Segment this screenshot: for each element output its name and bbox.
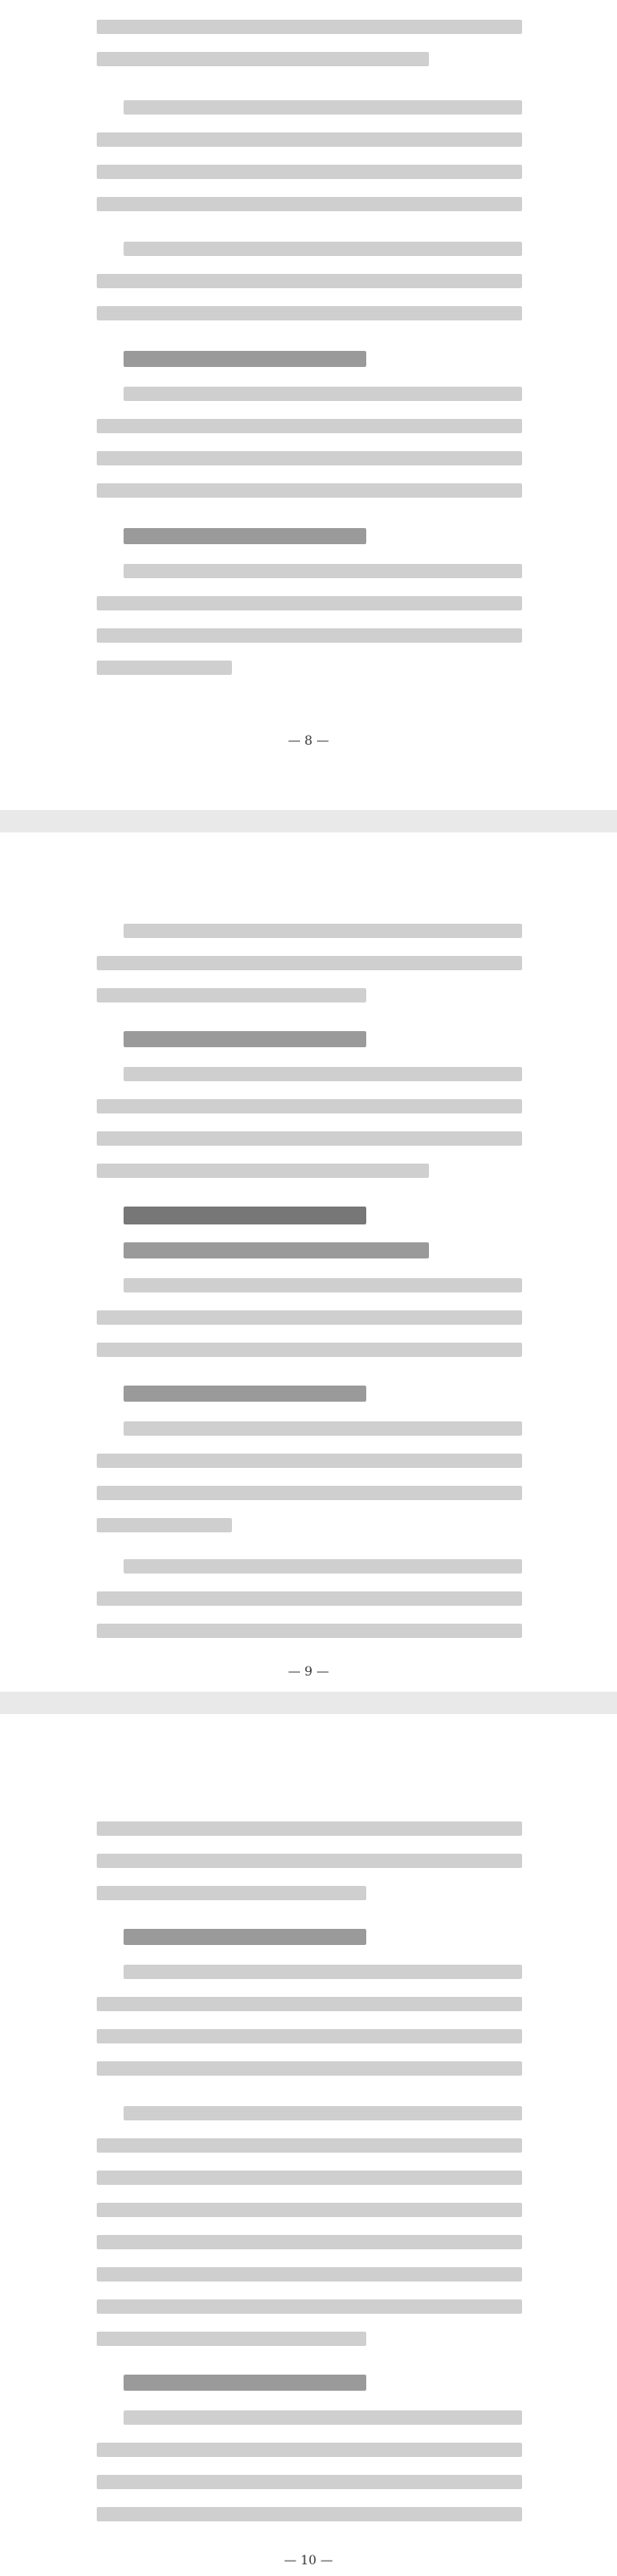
text-line-placeholder: [124, 564, 522, 578]
page-separator: [0, 810, 617, 832]
section-heading-placeholder: [124, 2375, 366, 2391]
text-line-placeholder: [124, 1278, 522, 1292]
text-line-placeholder: [97, 1454, 522, 1468]
text-line-placeholder: [97, 1486, 522, 1500]
section-heading-placeholder: [124, 351, 366, 367]
text-line-placeholder: [97, 1518, 232, 1532]
text-line-placeholder: [97, 2299, 522, 2314]
text-line-placeholder: [97, 2507, 522, 2521]
text-line-placeholder: [97, 197, 522, 211]
page-10: [0, 1714, 617, 2576]
text-line-placeholder: [124, 387, 522, 401]
text-line-placeholder: [97, 451, 522, 465]
text-line-placeholder: [97, 1821, 522, 1836]
text-line-placeholder: [124, 1421, 522, 1436]
text-line-placeholder: [97, 483, 522, 498]
section-heading-placeholder: [124, 1386, 366, 1402]
text-line-placeholder: [124, 1067, 522, 1081]
text-line-placeholder: [97, 2235, 522, 2249]
page-separator: [0, 1692, 617, 1714]
text-line-placeholder: [97, 1854, 522, 1868]
page-9: [0, 832, 617, 1692]
text-line-placeholder: [97, 132, 522, 147]
section-heading-placeholder: [124, 1929, 366, 1945]
text-line-placeholder: [97, 1624, 522, 1638]
text-line-placeholder: [124, 242, 522, 256]
text-line-placeholder: [97, 20, 522, 34]
section-heading-placeholder: [124, 1242, 429, 1258]
text-line-placeholder: [97, 2138, 522, 2153]
text-line-placeholder: [97, 2061, 522, 2076]
text-line-placeholder: [97, 2267, 522, 2282]
text-line-placeholder: [124, 100, 522, 115]
text-line-placeholder: [97, 306, 522, 320]
text-line-placeholder: [97, 52, 429, 66]
text-line-placeholder: [97, 596, 522, 610]
text-line-placeholder: [124, 924, 522, 938]
text-line-placeholder: [97, 2203, 522, 2217]
text-line-placeholder: [97, 1131, 522, 1146]
section-heading-placeholder: [124, 1031, 366, 1047]
text-line-placeholder: [97, 1099, 522, 1113]
page-number: — 8 —: [287, 734, 330, 748]
text-line-placeholder: [97, 1997, 522, 2011]
section-heading-placeholder: [124, 1207, 366, 1224]
text-line-placeholder: [124, 2410, 522, 2425]
text-line-placeholder: [97, 1343, 522, 1357]
text-line-placeholder: [97, 2171, 522, 2185]
text-line-placeholder: [97, 2443, 522, 2457]
text-line-placeholder: [97, 956, 522, 970]
page-8: [0, 0, 617, 810]
text-line-placeholder: [97, 1591, 522, 1606]
text-line-placeholder: [97, 419, 522, 433]
text-line-placeholder: [124, 1965, 522, 1979]
text-line-placeholder: [97, 988, 366, 1002]
text-line-placeholder: [97, 661, 232, 675]
text-line-placeholder: [97, 628, 522, 643]
text-line-placeholder: [97, 165, 522, 179]
text-line-placeholder: [97, 2475, 522, 2489]
text-line-placeholder: [97, 1310, 522, 1325]
text-line-placeholder: [124, 1559, 522, 1574]
text-line-placeholder: [97, 2029, 522, 2043]
page-number: — 10 —: [284, 2554, 333, 2568]
text-line-placeholder: [97, 1164, 429, 1178]
text-line-placeholder: [124, 2106, 522, 2120]
text-line-placeholder: [97, 2332, 366, 2346]
text-line-placeholder: [97, 1886, 366, 1900]
page-number: — 9 —: [287, 1665, 330, 1679]
section-heading-placeholder: [124, 528, 366, 544]
text-line-placeholder: [97, 274, 522, 288]
